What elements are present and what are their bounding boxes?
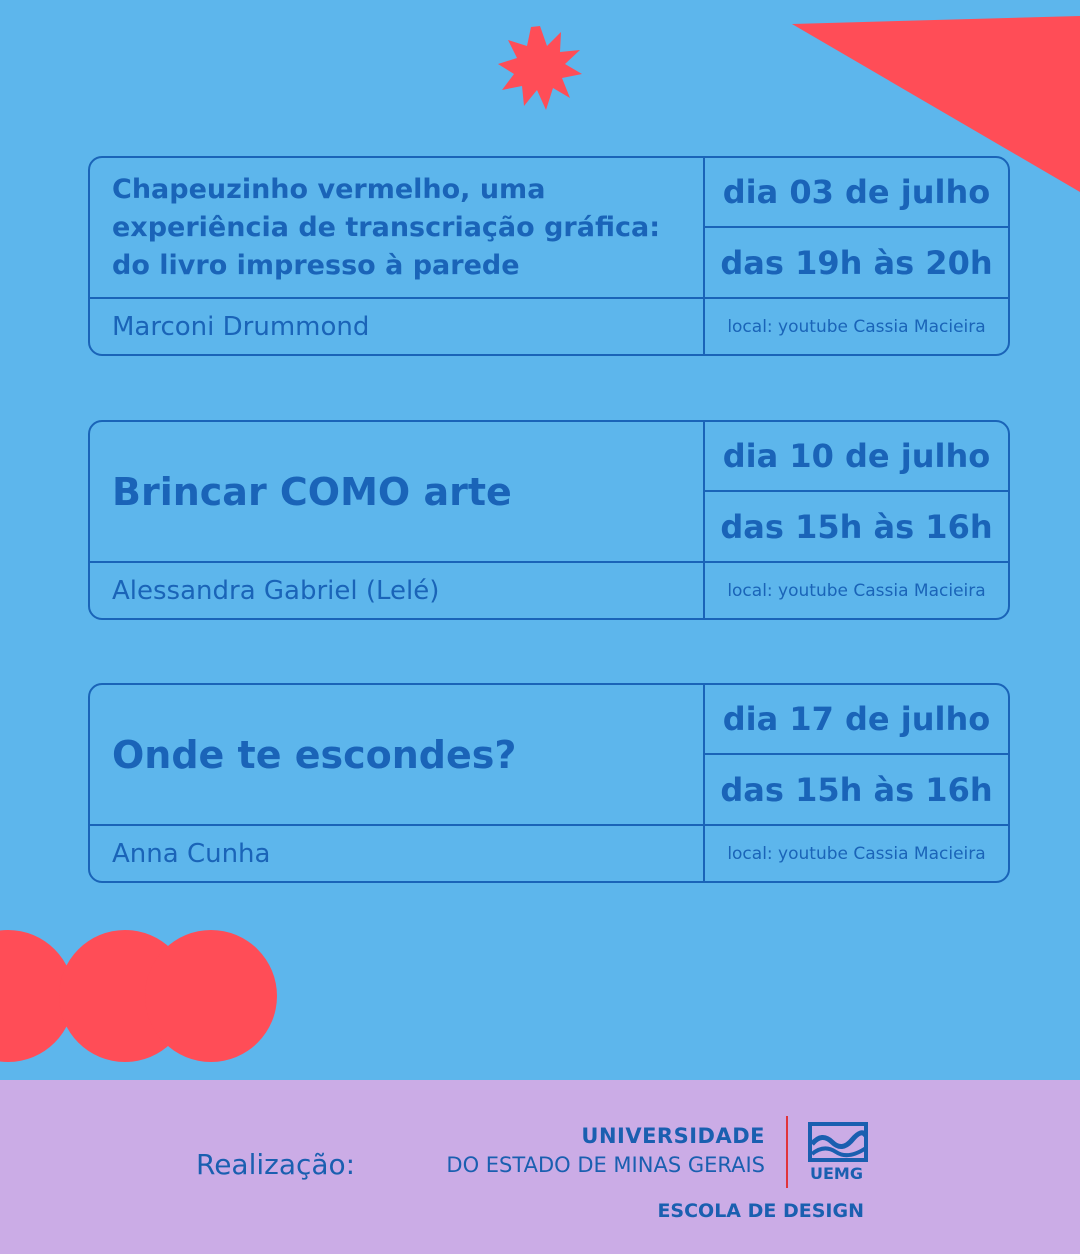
event-location: local: youtube Cassia Macieira	[727, 580, 986, 601]
event-time: das 15h às 16h	[720, 770, 993, 809]
event-card-1	[88, 156, 1010, 356]
event-speaker: Alessandra Gabriel (Lelé)	[112, 575, 440, 606]
event-date: dia 03 de julho	[722, 173, 991, 211]
event-speaker: Anna Cunha	[112, 838, 271, 869]
uemg-logo-text: UEMG	[810, 1164, 863, 1183]
event-date: dia 17 de julho	[722, 700, 991, 738]
event-speaker: Marconi Drummond	[112, 311, 370, 342]
event-time: das 19h às 20h	[720, 243, 993, 282]
realizacao-label: Realização:	[196, 1148, 356, 1181]
event-title: Brincar COMO arte	[112, 469, 512, 514]
logo-separator	[786, 1116, 788, 1188]
event-date: dia 10 de julho	[722, 437, 991, 475]
school-name: ESCOLA DE DESIGN	[657, 1200, 864, 1222]
starburst-decoration	[498, 26, 582, 110]
event-title: Chapeuzinho vermelho, uma experiência de transcriação gráfica: do livro impresso à parede	[112, 173, 660, 281]
event-card-3	[88, 683, 1010, 883]
event-location: local: youtube Cassia Macieira	[727, 316, 986, 337]
university-name-line2: DO ESTADO DE MINAS GERAIS	[446, 1153, 765, 1177]
uemg-logo-icon	[808, 1122, 868, 1162]
event-card-2	[88, 420, 1010, 620]
university-name-line1: UNIVERSIDADE	[581, 1124, 765, 1148]
event-time: das 15h às 16h	[720, 507, 993, 546]
circles-decoration	[0, 930, 280, 1062]
event-title: Onde te escondes?	[112, 732, 517, 777]
event-location: local: youtube Cassia Macieira	[727, 843, 986, 864]
